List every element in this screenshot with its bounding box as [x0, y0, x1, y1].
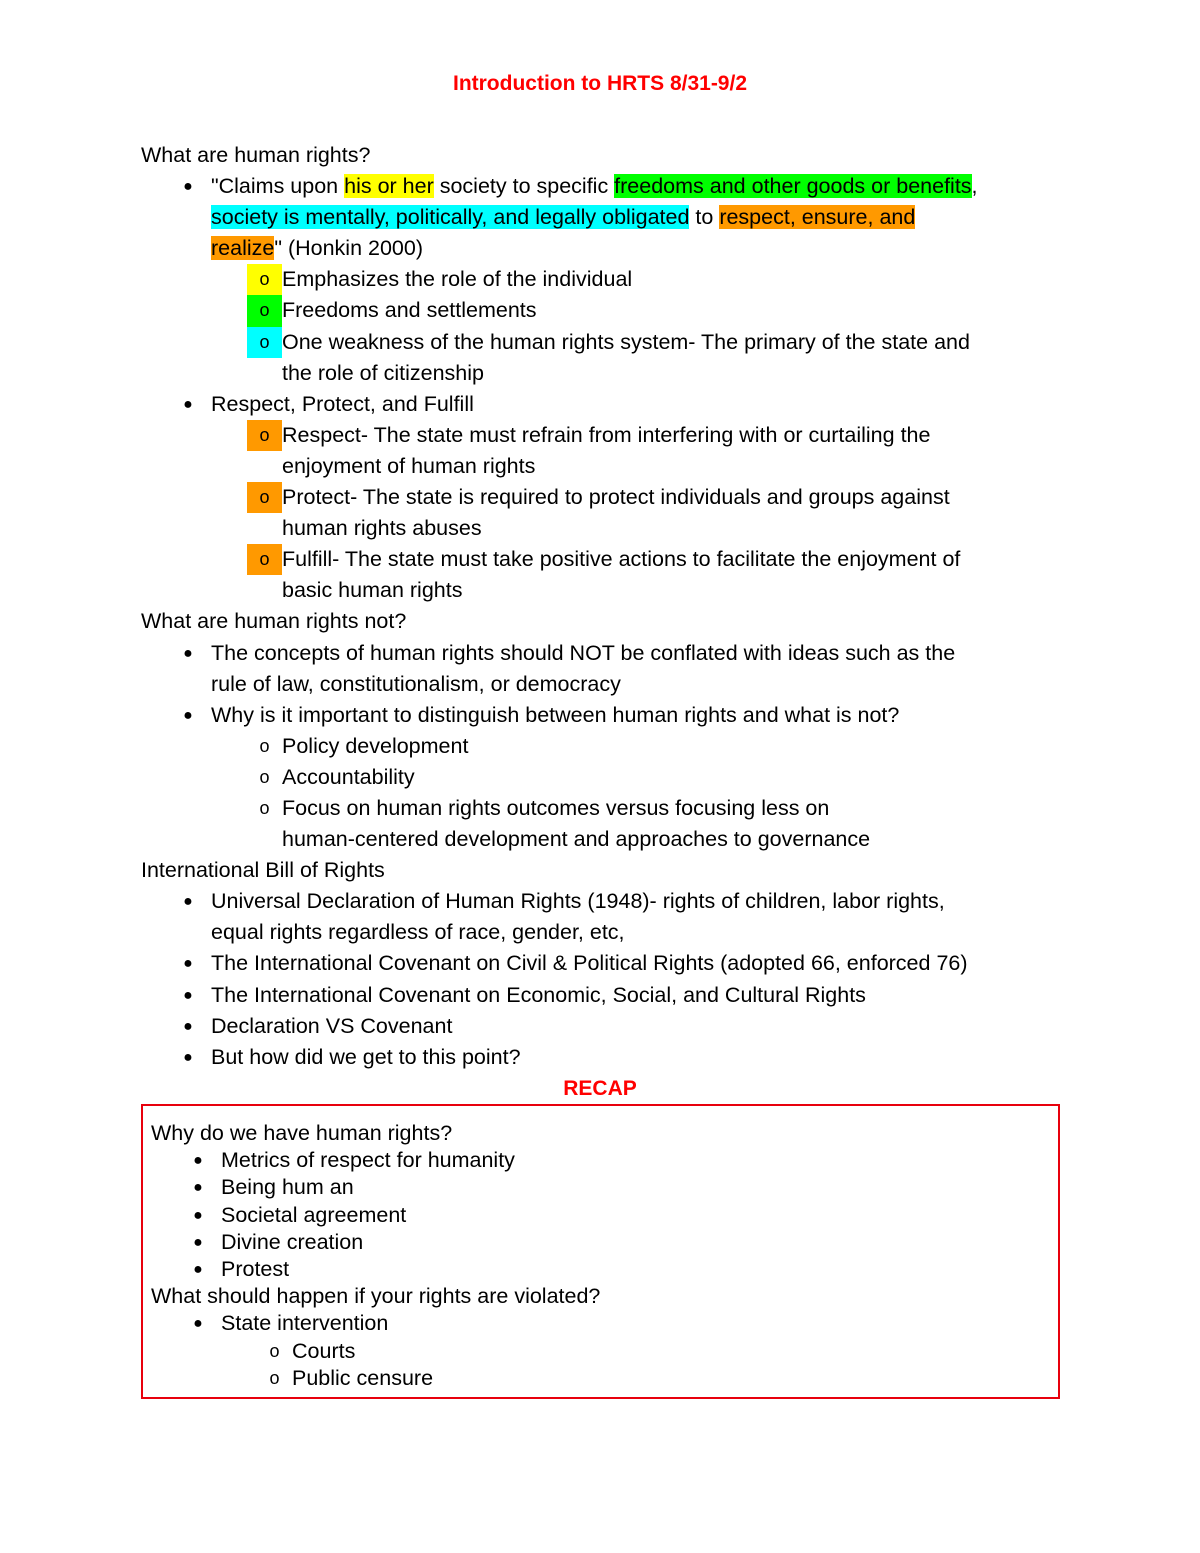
- bullet-icon: ●: [193, 1179, 203, 1197]
- sub-list-item: o Respect- The state must refrain from interfering with or curtailing the: [141, 420, 1061, 451]
- bullet-icon: ●: [183, 986, 193, 1004]
- sub-list-item: o Protect- The state is required to protect individuals and groups against: [141, 482, 1061, 513]
- list-item: ● "Claims upon his or her society to specific freedoms and other goods or benefits,: [141, 171, 1061, 202]
- list-item-continuation: equal rights regardless of race, gender, etc,: [211, 920, 625, 945]
- sub-list-item-continuation: human-centered development and approaches to governance: [282, 827, 871, 852]
- bullet-icon: ●: [193, 1206, 203, 1224]
- highlight-green: freedoms and other goods or benefits: [614, 174, 972, 199]
- section-heading: What are human rights not?: [141, 609, 407, 634]
- list-item: ● Protest: [151, 1256, 600, 1283]
- sub-list-item: o Policy development: [141, 731, 1061, 762]
- list-item: ● Metrics of respect for humanity: [151, 1147, 600, 1174]
- sub-bullet-icon: o: [247, 327, 282, 358]
- sub-bullet-icon: o: [269, 1340, 280, 1361]
- notes-body: [141, 140, 1061, 1104]
- bullet-icon: ●: [183, 955, 193, 973]
- sub-list-item: o Emphasizes the role of the individual: [141, 264, 1061, 295]
- highlight-cyan: society is mentally, politically, and legally obligated: [211, 205, 690, 230]
- sub-bullet-icon: o: [269, 1367, 280, 1388]
- sub-bullet-icon: o: [259, 766, 270, 787]
- section-heading: International Bill of Rights: [141, 858, 385, 883]
- bullet-icon: ●: [183, 1017, 193, 1035]
- bullet-icon: ●: [183, 395, 193, 413]
- sub-list-item: o Fulfill- The state must take positive actions to facilitate the enjoyment of: [141, 544, 1061, 575]
- bullet-icon: ●: [183, 178, 193, 196]
- recap-box: [141, 1104, 1060, 1399]
- bullet-icon: ●: [183, 893, 193, 911]
- document-title: Introduction to HRTS 8/31-9/2: [452, 72, 748, 95]
- bullet-icon: ●: [193, 1152, 203, 1170]
- list-item: ● Why is it important to distinguish between human rights and what is not?: [141, 700, 1061, 731]
- list-item: ● Societal agreement: [151, 1202, 600, 1229]
- bullet-icon: ●: [193, 1233, 203, 1251]
- bullet-icon: ●: [193, 1261, 203, 1279]
- list-item: ● But how did we get to this point?: [141, 1042, 1061, 1073]
- list-item-continuation: rule of law, constitutionalism, or democracy: [211, 671, 621, 696]
- sub-list-item: o Freedoms and settlements: [141, 295, 1061, 326]
- list-item: ● State intervention: [151, 1310, 600, 1337]
- list-item-continuation: realize" (Honkin 2000): [211, 236, 423, 261]
- list-item: ● The International Covenant on Civil & Political Rights (adopted 66, enforced 76): [141, 948, 1061, 979]
- list-item: ● The International Covenant on Economic, Social, and Cultural Rights: [141, 980, 1061, 1011]
- bullet-icon: ●: [193, 1315, 203, 1333]
- sub-bullet-icon: o: [247, 482, 282, 513]
- sub-bullet-icon: o: [247, 544, 282, 575]
- sub-list-item: o Accountability: [141, 762, 1061, 793]
- bullet-icon: ●: [183, 706, 193, 724]
- recap-question: What should happen if your rights are violated?: [151, 1284, 601, 1309]
- sub-list-item: o One weakness of the human rights system- The primary of the state and: [141, 327, 1061, 358]
- list-item: ● Universal Declaration of Human Rights (1948)- rights of children, labor rights,: [141, 886, 1061, 917]
- sub-list-item: o Focus on human rights outcomes versus focusing less on: [141, 793, 1061, 824]
- list-item-continuation: society is mentally, politically, and legally obligated to respect, ensure, and: [211, 205, 916, 230]
- highlight-yellow: his or her: [344, 174, 434, 199]
- bullet-icon: ●: [183, 644, 193, 662]
- sub-bullet-icon: o: [247, 295, 282, 326]
- sub-list-item-continuation: human rights abuses: [282, 516, 482, 541]
- sub-list-item-continuation: the role of citizenship: [282, 360, 484, 385]
- sub-list-item: o Public censure: [151, 1365, 600, 1392]
- bullet-icon: ●: [183, 1048, 193, 1066]
- sub-list-item-continuation: enjoyment of human rights: [282, 453, 536, 478]
- list-item: ● Declaration VS Covenant: [141, 1011, 1061, 1042]
- sub-bullet-icon: o: [259, 797, 270, 818]
- recap-content: [151, 1120, 600, 1392]
- sub-bullet-icon: o: [247, 264, 282, 295]
- recap-question: Why do we have human rights?: [151, 1121, 453, 1145]
- list-item: ● Respect, Protect, and Fulfill: [141, 389, 1061, 420]
- sub-list-item: o Courts: [151, 1338, 600, 1365]
- sub-list-item-continuation: basic human rights: [282, 578, 463, 603]
- sub-bullet-icon: o: [259, 735, 270, 756]
- list-item: ● Being hum an: [151, 1174, 600, 1201]
- sub-bullet-icon: o: [247, 420, 282, 451]
- list-item: ● Divine creation: [151, 1229, 600, 1256]
- recap-title: RECAP: [563, 1076, 637, 1100]
- highlight-orange: realize: [211, 236, 275, 261]
- highlight-orange: respect, ensure, and: [719, 205, 916, 230]
- list-item: ● The concepts of human rights should NOT be conflated with ideas such as the: [141, 638, 1061, 669]
- section-heading: What are human rights?: [141, 143, 371, 167]
